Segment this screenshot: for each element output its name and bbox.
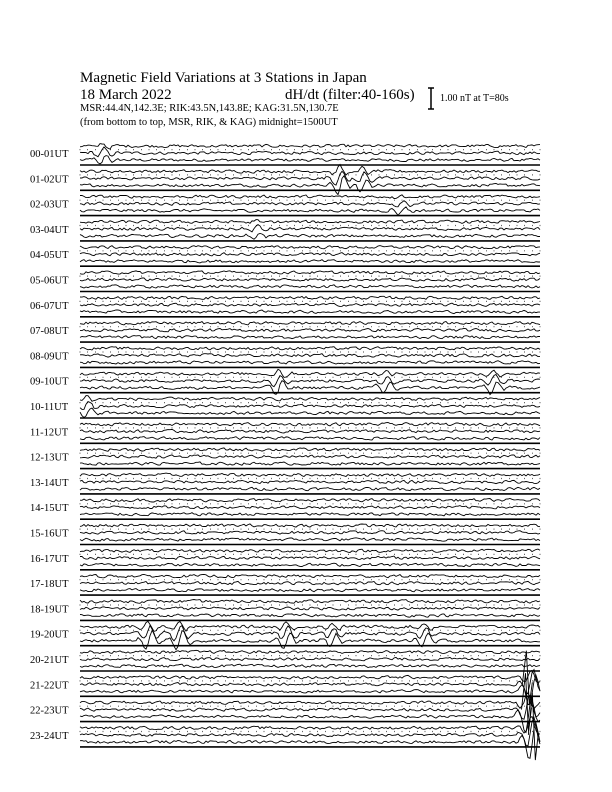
- row-label: 23-24UT: [30, 730, 69, 742]
- trace-rik: [80, 480, 540, 483]
- row-label: 07-08UT: [30, 326, 69, 338]
- row-label: 06-07UT: [30, 300, 69, 312]
- trace-msr: [80, 588, 540, 591]
- row-label: 18-19UT: [30, 604, 69, 616]
- trace-kag: [80, 220, 540, 224]
- trace-kag: [80, 144, 540, 150]
- row-label: 17-18UT: [30, 579, 69, 591]
- trace-rik: [80, 429, 540, 433]
- row-label: 20-21UT: [30, 655, 69, 666]
- trace-msr: [80, 234, 540, 240]
- trace-kag: [80, 600, 540, 604]
- trace-rik: [80, 253, 540, 256]
- trace-kag: [80, 448, 540, 451]
- trace-msr: [80, 664, 540, 667]
- trace-rik: [80, 607, 540, 610]
- row-label: 16-17UT: [30, 553, 69, 565]
- row-label: 01-02UT: [30, 174, 69, 186]
- trace-kag: [80, 246, 540, 249]
- trace-msr: [80, 513, 540, 516]
- trace-msr: [80, 207, 540, 215]
- row-label: 05-06UT: [30, 275, 69, 287]
- trace-msr: [80, 487, 540, 490]
- trace-rik: [80, 354, 540, 357]
- row-label: 12-13UT: [30, 452, 69, 464]
- trace-msr: [80, 614, 540, 617]
- trace-rik: [80, 581, 540, 584]
- row-label: 04-05UT: [30, 250, 69, 262]
- trace-msr: [80, 285, 540, 288]
- row-label: 15-16UT: [30, 528, 69, 540]
- row-label: 08-09UT: [30, 351, 69, 363]
- row-label: 10-11UT: [30, 402, 69, 413]
- trace-kag: [80, 195, 540, 199]
- trace-kag: [80, 271, 540, 274]
- trace-kag: [80, 347, 540, 350]
- trace-kag: [80, 165, 540, 176]
- trace-rik: [80, 147, 540, 157]
- trace-rik: [80, 201, 540, 207]
- trace-msr: [80, 260, 540, 263]
- trace-rik: [80, 328, 540, 331]
- trace-msr: [80, 361, 540, 364]
- trace-rik: [80, 303, 540, 306]
- trace-kag: [80, 499, 540, 503]
- trace-kag: [80, 524, 540, 527]
- row-label: 22-23UT: [30, 705, 69, 717]
- trace-rik: [80, 506, 540, 509]
- row-label: 21-22UT: [30, 680, 69, 692]
- row-label: 03-04UT: [30, 224, 69, 236]
- trace-kag: [80, 650, 540, 653]
- row-label: 02-03UT: [30, 199, 69, 211]
- trace-msr: [80, 437, 540, 440]
- trace-msr: [80, 310, 540, 314]
- quantity-line: dH/dt (filter:40-160s): [285, 87, 415, 103]
- stations-line: MSR:44.4N,142.3E; RIK:43.5N,143.8E; KAG:31.5N,130.7E: [80, 103, 339, 114]
- trace-msr: [80, 563, 540, 566]
- trace-rik: [80, 657, 540, 660]
- trace-msr: [80, 156, 540, 164]
- trace-rik: [80, 171, 540, 185]
- trace-msr: [80, 462, 540, 465]
- trace-kag: [80, 396, 540, 402]
- row-label: 14-15UT: [30, 503, 69, 515]
- trace-msr: [80, 538, 540, 541]
- row-label: 13-14UT: [30, 477, 69, 489]
- trace-msr: [80, 675, 540, 704]
- trace-rik: [80, 531, 540, 535]
- date-line: 18 March 2022: [80, 87, 172, 103]
- trace-rik: [80, 375, 540, 387]
- trace-rik: [80, 556, 540, 559]
- trace-kag: [80, 574, 540, 577]
- trace-msr: [80, 408, 540, 417]
- trace-rik: [80, 455, 540, 458]
- row-label: 11-12UT: [30, 427, 69, 439]
- trace-kag: [80, 369, 540, 377]
- chart-title: Magnetic Field Variations at 3 Stations in Japan: [80, 70, 367, 86]
- row-label: 09-10UT: [30, 376, 69, 388]
- trace-kag: [80, 423, 540, 427]
- row-label: 00-01UT: [30, 149, 69, 160]
- trace-kag: [80, 296, 540, 299]
- row-label: 19-20UT: [30, 629, 69, 641]
- trace-rik: [80, 278, 540, 281]
- order-line: (from bottom to top, MSR, RIK, & KAG) midnight=1500UT: [80, 117, 338, 128]
- trace-kag: [80, 473, 540, 476]
- scale-label: 1.00 nT at T=80s: [440, 93, 509, 104]
- trace-msr: [80, 336, 540, 339]
- trace-kag: [80, 322, 540, 325]
- trace-kag: [80, 549, 540, 552]
